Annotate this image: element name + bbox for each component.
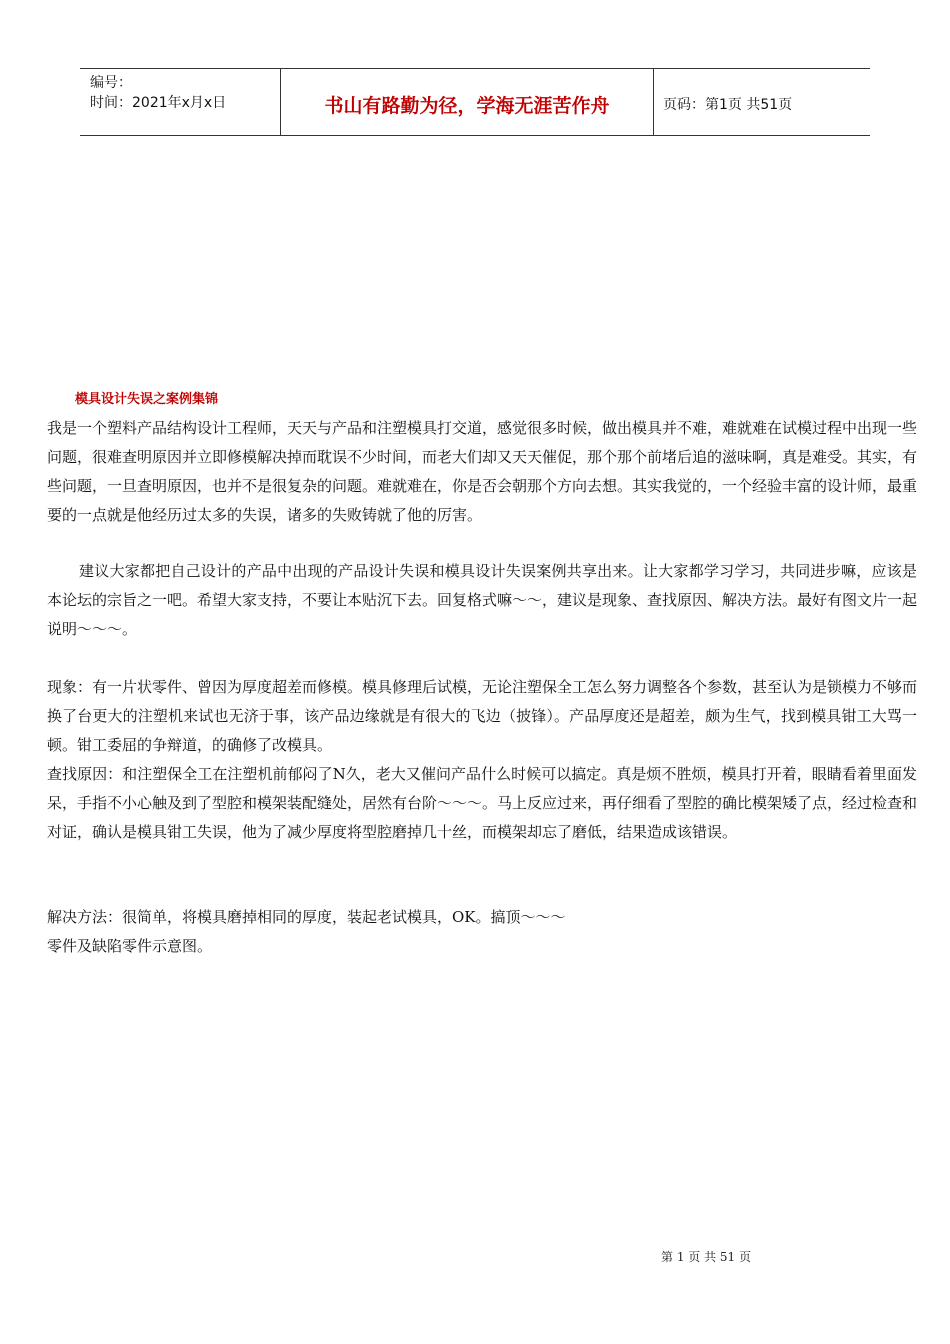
paragraph-phenomenon: 现象：有一片状零件、曾因为厚度超差而修模。模具修理后试模，无论注塑保全工怎么努力调整各个参数，甚至认为是锁模力不够而换了台更大的注塑机来试也无济于事，该产品边缘就是有很大的飞边（披锋）。产品厚度还是超差，颇为生气，找到模具钳工大骂一顿。钳工委屈的争辩道，的确修了改模具。 [47, 678, 918, 754]
page-footer: 第 1 页 共 51 页 [661, 1250, 751, 1264]
paragraph-solution: 解决方法：很简单，将模具磨掉相同的厚度，装起老试模具，OK。搞顶～～～ [47, 908, 566, 926]
header-page-cell [654, 69, 870, 135]
paragraph-suggestion: 建议大家都把自己设计的产品中出现的产品设计失误和模具设计失误案例共享出来。让大家都学习学习，共同进步嘛，应该是本论坛的宗旨之一吧。希望大家支持，不要让本贴沉下去。回复格式嘛～～，建议是现象、查找原因、解决方法。最好有图文片一起说明～～～。 [47, 562, 918, 638]
header-page-label: 页码：第1页 共51页 [663, 97, 793, 113]
header-motto: 书山有路勤为径，学海无涯苦作舟 [324, 94, 610, 117]
paragraph-cause: 查找原因：和注塑保全工在注塑机前郁闷了N久，老大又催问产品什么时候可以搞定。真是烦不胜烦，模具打开着，眼睛看着里面发呆，手指不小心触及到了型腔和模架装配缝处，居然有台阶～～～。马上反应过来，再仔细看了型腔的确比模架矮了点，经过检查和对证，确认是模具钳工失误，他为了减少厚度将型腔磨掉几十丝，而模架却忘了磨低，结果造成该错误。 [47, 765, 918, 841]
paragraph-intro: 我是一个塑料产品结构设计工程师，天天与产品和注塑模具打交道，感觉很多时候，做出模具并不难，难就难在试模过程中出现一些问题，很难查明原因并立即修模解决掉而耽误不少时间，而老大们却又天天催促，那个那个前堵后追的滋味啊，真是难受。其实，有些问题，一旦查明原因，也并不是很复杂的问题。难就难在，你是否会朝那个方向去想。其实我觉的，一个经验丰富的设计师，最重要的一点就是他经历过太多的失误，诸多的失败铸就了他的厉害。 [47, 419, 918, 524]
header-motto-cell [281, 69, 654, 135]
document-number-label: 编号： [90, 75, 132, 91]
header-meta-cell [80, 69, 281, 135]
paragraph-figure-note: 零件及缺陷零件示意图。 [47, 937, 213, 955]
document-title: 模具设计失误之案例集锦 [75, 392, 219, 407]
document-header [80, 68, 870, 136]
document-date-label: 时间：2021年x月x日 [90, 95, 227, 111]
